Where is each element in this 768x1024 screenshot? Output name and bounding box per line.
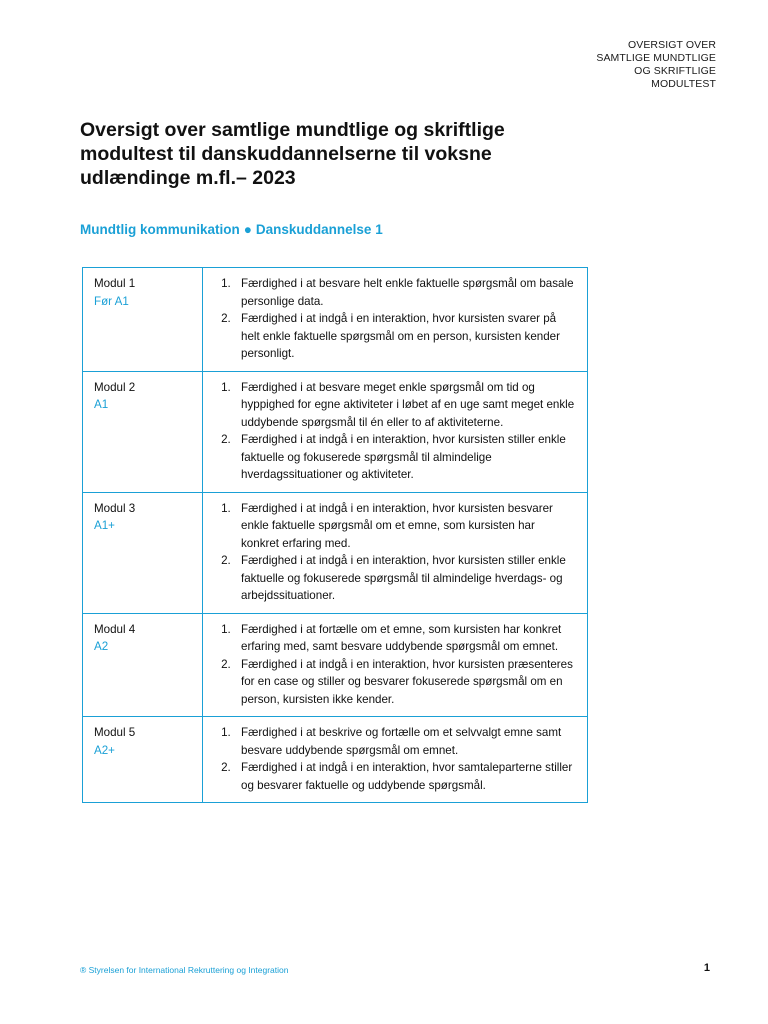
table-row xyxy=(83,492,588,613)
module-name: Modul 2 xyxy=(94,380,136,394)
running-header-line: MODULTEST xyxy=(651,78,716,90)
list-item: 2. Færdighed i at indgå i en interaktion, hvor kursisten stiller enkle faktuelle og fokuserede spørgsmål til almindelige hverdags- og arbejdssituationer. xyxy=(234,552,575,605)
footer-copyright: ® Styrelsen for International Rekruttering og Integration xyxy=(80,965,289,975)
list-item: 1. Færdighed i at beskrive og fortælle om et selvvalgt emne samt besvare uddybende spørgsmål om emnet. xyxy=(234,724,575,759)
skills-cell xyxy=(203,613,588,717)
list-item: 2. Færdighed i at indgå i en interaktion, hvor kursisten stiller enkle faktuelle og fokuserede spørgsmål til almindelige hverdagssituationer og aktiviteter. xyxy=(234,431,575,484)
module-level: A1 xyxy=(94,398,109,411)
skills-cell xyxy=(203,492,588,613)
page-title xyxy=(80,118,600,190)
module-cell xyxy=(83,717,203,803)
modules-table xyxy=(82,267,588,803)
list-item: 1. Færdighed i at indgå i en interaktion, hvor kursisten besvarer enkle faktuelle spørgsmål om et emne, som kursisten har konkret erfaring med. xyxy=(234,500,575,553)
section-heading xyxy=(80,222,383,237)
module-cell xyxy=(83,492,203,613)
running-header xyxy=(536,39,716,91)
page-title-line: Oversigt over samtlige mundtlige og skriftlige xyxy=(80,119,505,141)
skills-list xyxy=(212,724,575,794)
section-heading-topic: Mundtlig kommunikation xyxy=(80,222,240,237)
list-item: 1. Færdighed i at besvare meget enkle spørgsmål om tid og hyppighed for egne aktiviteter i løbet af en uge samt meget enkle uddybende spørgsmål til én eller to af aktiviteterne. xyxy=(234,379,575,432)
skills-list xyxy=(212,379,575,484)
table-row xyxy=(83,613,588,717)
section-heading-program: Danskuddannelse 1 xyxy=(255,222,383,237)
page-title-line: modultest til danskuddannelserne til voksne xyxy=(80,143,492,165)
table-row xyxy=(83,268,588,372)
table-row xyxy=(83,371,588,492)
list-item: 2. Færdighed i at indgå i en interaktion, hvor samtaleparterne stiller og besvarer faktuelle og uddybende spørgsmål. xyxy=(234,759,575,794)
skills-list xyxy=(212,500,575,605)
list-item: 1. Færdighed i at besvare helt enkle faktuelle spørgsmål om basale personlige data. xyxy=(234,275,575,310)
skills-list xyxy=(212,621,575,709)
page-title-line: udlændinge m.fl.– 2023 xyxy=(80,167,296,189)
bullet-separator-icon: ● xyxy=(243,222,252,237)
skills-cell xyxy=(203,717,588,803)
list-item: 2. Færdighed i at indgå i en interaktion, hvor kursisten præsenteres for en case og stiller og besvarer fokuserede spørgsmål om en person, kursisten ikke kender. xyxy=(234,656,575,709)
module-level: A2+ xyxy=(94,743,115,757)
list-item: 2. Færdighed i at indgå i en interaktion, hvor kursisten svarer på helt enkle faktuelle spørgsmål om en person, kursisten kender personligt. xyxy=(234,310,575,363)
module-name: Modul 1 xyxy=(94,277,136,290)
running-header-line: OG SKRIFTLIGE xyxy=(634,65,716,77)
module-cell xyxy=(83,371,203,492)
module-name: Modul 3 xyxy=(94,501,136,515)
page-number: 1 xyxy=(703,962,710,974)
module-level: A2 xyxy=(94,640,109,653)
list-item: 1. Færdighed i at fortælle om et emne, som kursisten har konkret erfaring med, samt besvare uddybende spørgsmål om emnet. xyxy=(234,621,575,656)
module-name: Modul 5 xyxy=(94,726,136,739)
module-cell xyxy=(83,268,203,372)
module-level: A1+ xyxy=(94,519,115,532)
skills-cell xyxy=(203,371,588,492)
module-cell xyxy=(83,613,203,717)
skills-list xyxy=(212,275,575,363)
module-level: Før A1 xyxy=(94,294,129,308)
table-row xyxy=(83,717,588,803)
running-header-line: SAMTLIGE MUNDTLIGE xyxy=(596,52,716,64)
running-header-line: OVERSIGT OVER xyxy=(627,39,716,51)
module-name: Modul 4 xyxy=(94,622,136,636)
skills-cell xyxy=(203,268,588,372)
